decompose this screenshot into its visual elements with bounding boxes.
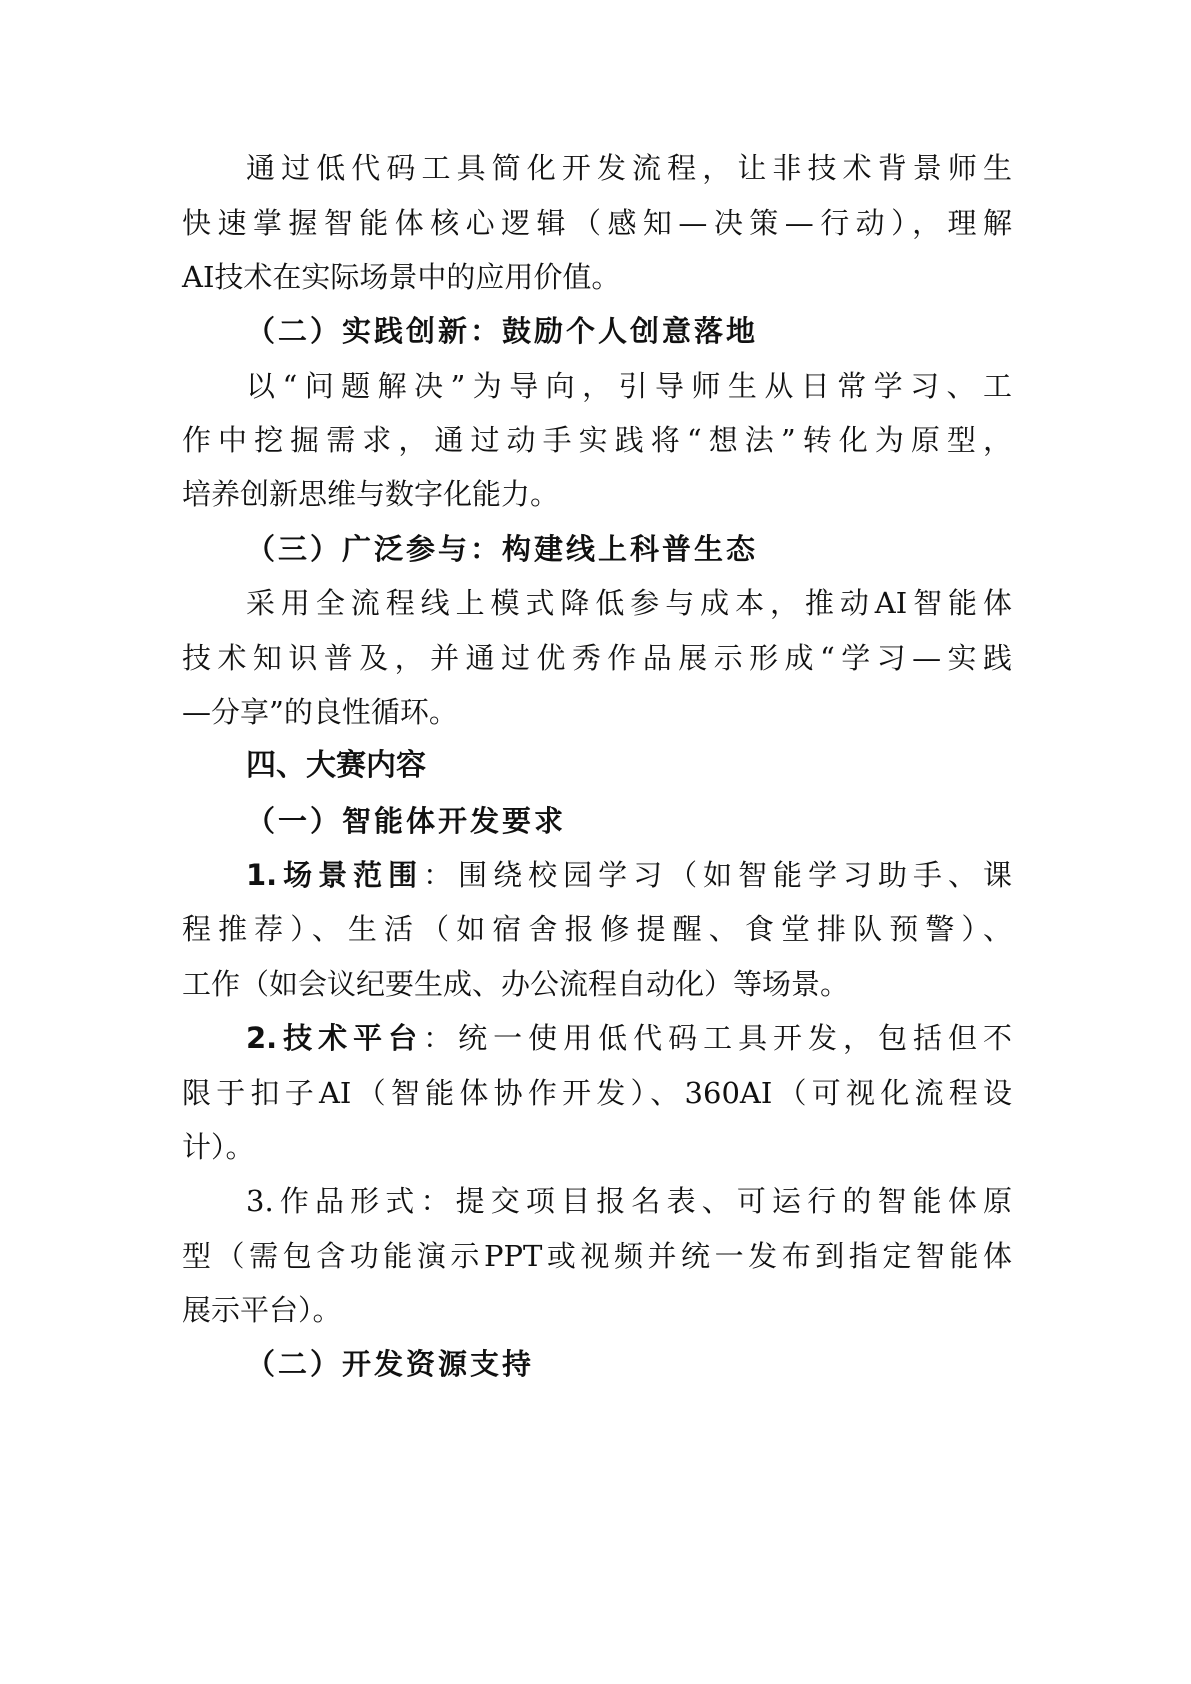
paragraph-practice-line-2: 作中挖掘需求，通过动手实践将“想法”转化为原型， [182, 423, 1012, 457]
item-work-format-line-3: 展示平台）。 [182, 1293, 342, 1327]
paragraph-goal-line-1: 通过低代码工具简化开发流程，让非技术背景师生 [246, 151, 1012, 185]
heading-development-resources: （二）开发资源支持 [246, 1347, 535, 1381]
heading-development-requirements: （一）智能体开发要求 [246, 804, 567, 838]
item-tech-platform-line-1 [246, 1018, 1012, 1058]
item-tech-platform-label: 2.技术平台 [246, 1021, 424, 1055]
paragraph-practice-line-1: 以“问题解决”为导向，引导师生从日常学习、工 [246, 369, 1012, 403]
heading-practice-innovation: （二）实践创新：鼓励个人创意落地 [246, 314, 759, 348]
paragraph-goal-line-3: AI技术在实际场景中的应用价值。 [182, 260, 621, 294]
item-scene-scope-line-3: 工作（如会议纪要生成、办公流程自动化）等场景。 [182, 967, 850, 1001]
item-tech-platform-line-3: 计）。 [182, 1130, 255, 1164]
heading-wide-participation: （三）广泛参与：构建线上科普生态 [246, 532, 759, 566]
item-tech-platform-line-2: 限于扣子AI（智能体协作开发）、360AI（可视化流程设 [182, 1076, 1012, 1110]
item-tech-platform-text: ：统一使用低代码工具开发，包括但不 [423, 1021, 1012, 1055]
item-work-format-line-2: 型（需包含功能演示PPT或视频并统一发布到指定智能体 [182, 1239, 1012, 1273]
item-scene-scope-line-2: 程推荐）、生活（如宿舍报修提醒、食堂排队预警）、 [182, 912, 1012, 946]
item-scene-scope-label: 1.场景范围 [246, 858, 424, 892]
paragraph-goal-line-2: 快速掌握智能体核心逻辑（感知—决策—行动），理解 [182, 206, 1012, 240]
item-scene-scope-line-1 [246, 855, 1012, 895]
paragraph-participation-line-2: 技术知识普及，并通过优秀作品展示形成“学习—实践 [182, 641, 1012, 675]
section-heading-contest-content: 四、大赛内容 [246, 748, 426, 783]
item-scene-scope-text: ：围绕校园学习（如智能学习助手、课 [423, 858, 1012, 892]
paragraph-practice-line-3: 培养创新思维与数字化能力。 [182, 477, 560, 511]
item-work-format-line-1: 3.作品形式：提交项目报名表、可运行的智能体原 [246, 1184, 1012, 1218]
paragraph-participation-line-1: 采用全流程线上模式降低参与成本，推动AI智能体 [246, 586, 1012, 620]
paragraph-participation-line-3: —分享”的良性循环。 [182, 695, 458, 729]
